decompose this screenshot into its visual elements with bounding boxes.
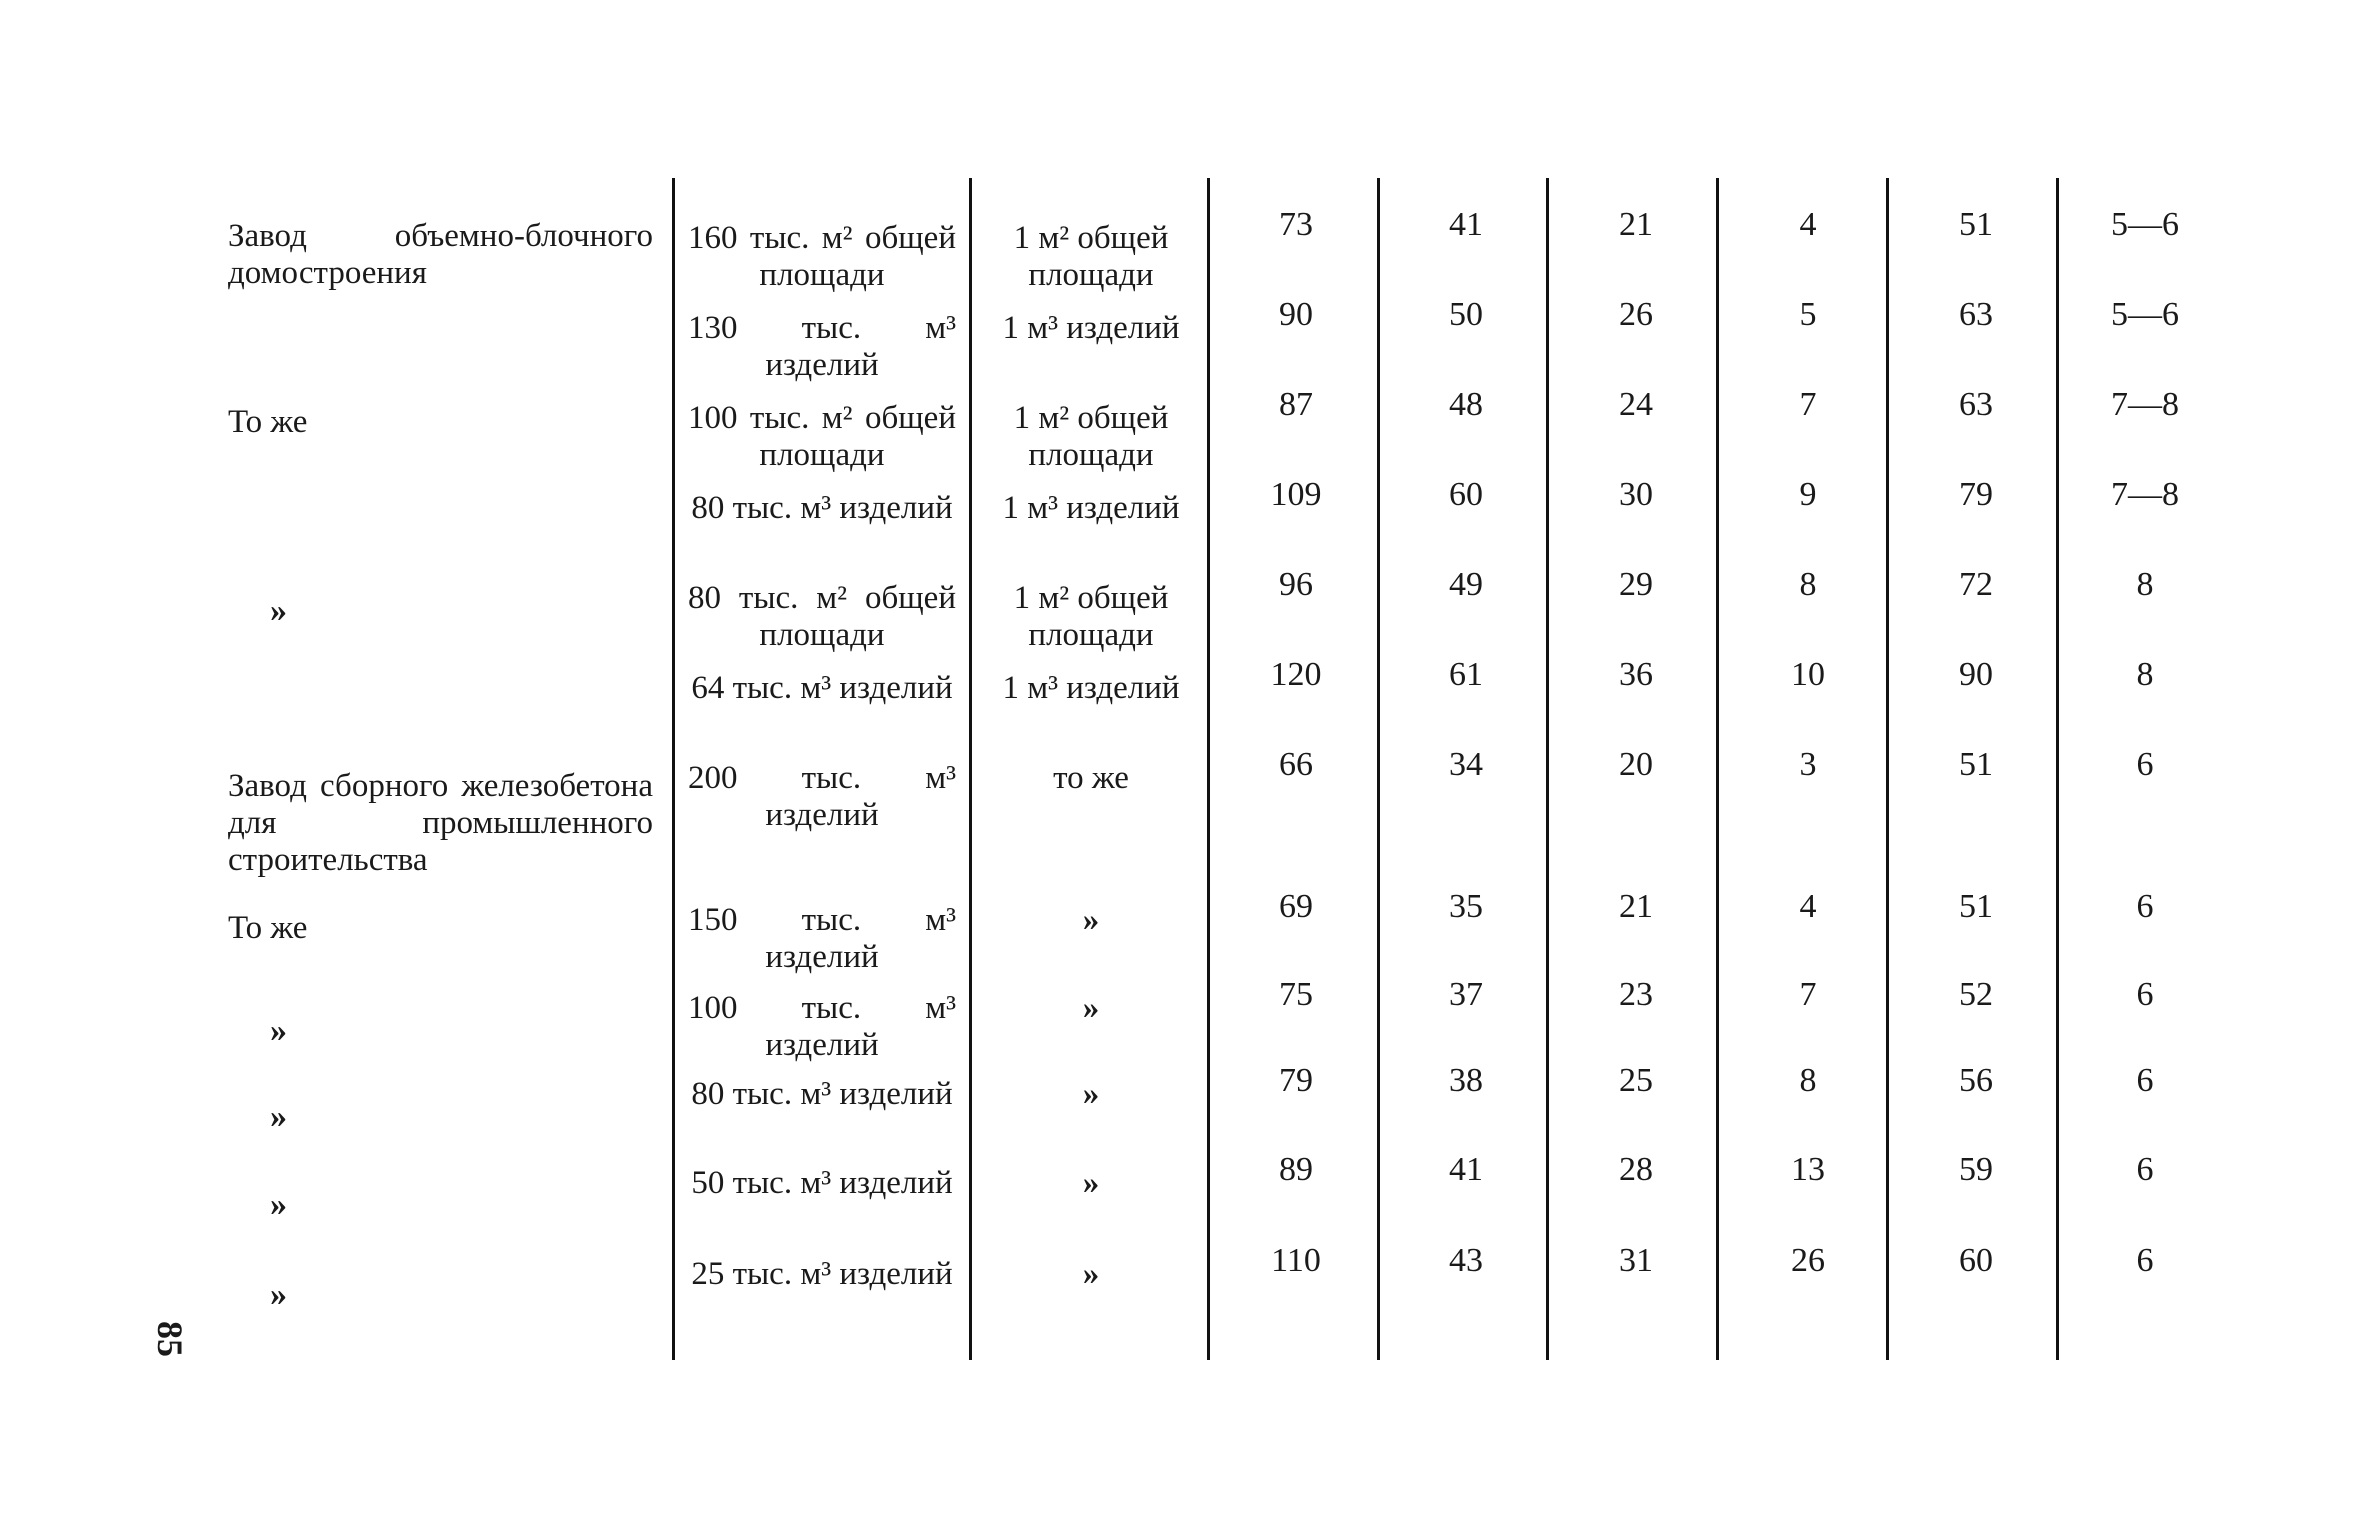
- row-value: 72: [1959, 566, 1993, 603]
- row-value: 6: [2136, 888, 2154, 925]
- table-column-rule: [672, 178, 675, 1360]
- row-name: »: [270, 1276, 287, 1313]
- row-capacity: 100 тыс. м³ изделий: [688, 990, 956, 1063]
- row-value: 60: [1449, 476, 1483, 513]
- row-value: 8: [1799, 566, 1817, 603]
- row-unit: 1 м³ изделий: [1002, 490, 1180, 526]
- row-value: 6: [2136, 976, 2154, 1013]
- row-value: 8: [1799, 1062, 1817, 1099]
- row-value: 28: [1619, 1151, 1653, 1188]
- row-value: 6: [2136, 1151, 2154, 1188]
- row-value: 26: [1791, 1242, 1825, 1279]
- row-value: 89: [1279, 1151, 1313, 1188]
- table-column-rule: [1377, 178, 1380, 1360]
- row-value: 30: [1619, 476, 1653, 513]
- row-capacity: 64 тыс. м³ изделий: [691, 670, 953, 706]
- row-capacity: 130 тыс. м³ изделий: [688, 310, 956, 383]
- row-name: Завод объемно-блочного домостроения: [228, 218, 653, 291]
- row-capacity: 80 тыс. м³ изделий: [691, 1076, 953, 1112]
- row-value: 51: [1959, 746, 1993, 783]
- table-column-rule: [969, 178, 972, 1360]
- row-value: 4: [1799, 206, 1817, 243]
- row-value: 6: [2136, 746, 2154, 783]
- row-value: 63: [1959, 386, 1993, 423]
- row-value: 29: [1619, 566, 1653, 603]
- row-value: 8: [2136, 656, 2154, 693]
- row-value: 41: [1449, 206, 1483, 243]
- row-value: 7—8: [2111, 386, 2179, 423]
- row-value: 23: [1619, 976, 1653, 1013]
- table-column-rule: [1207, 178, 1210, 1360]
- row-value: 7: [1799, 386, 1817, 423]
- row-value: 50: [1449, 296, 1483, 333]
- row-value: 120: [1270, 656, 1322, 693]
- row-value: 35: [1449, 888, 1483, 925]
- row-value: 79: [1279, 1062, 1313, 1099]
- row-value: 20: [1619, 746, 1653, 783]
- row-value: 5—6: [2111, 296, 2179, 333]
- row-unit: »: [1082, 1076, 1100, 1112]
- row-unit: »: [1082, 1256, 1100, 1292]
- row-name: »: [270, 1186, 287, 1223]
- table-column-rule: [1716, 178, 1719, 1360]
- row-value: 90: [1279, 296, 1313, 333]
- row-name: »: [270, 1012, 287, 1049]
- row-value: 25: [1619, 1062, 1653, 1099]
- row-unit: »: [1082, 990, 1100, 1026]
- row-name: »: [270, 592, 287, 629]
- row-value: 49: [1449, 566, 1483, 603]
- row-value: 51: [1959, 206, 1993, 243]
- row-value: 43: [1449, 1242, 1483, 1279]
- row-unit: »: [1082, 1165, 1100, 1201]
- row-value: 24: [1619, 386, 1653, 423]
- row-value: 21: [1619, 888, 1653, 925]
- table-column-rule: [1886, 178, 1889, 1360]
- row-unit: 1 м² общей площади: [1013, 220, 1169, 293]
- row-value: 9: [1799, 476, 1817, 513]
- row-value: 60: [1959, 1242, 1993, 1279]
- row-value: 56: [1959, 1062, 1993, 1099]
- row-value: 4: [1799, 888, 1817, 925]
- row-value: 8: [2136, 566, 2154, 603]
- row-value: 90: [1959, 656, 1993, 693]
- row-unit: 1 м³ изделий: [1002, 670, 1180, 706]
- row-value: 3: [1799, 746, 1817, 783]
- row-value: 37: [1449, 976, 1483, 1013]
- row-capacity: 80 тыс. м² общей площади: [688, 580, 956, 653]
- row-value: 10: [1791, 656, 1825, 693]
- table-column-rule: [1546, 178, 1549, 1360]
- row-value: 52: [1959, 976, 1993, 1013]
- row-name: »: [270, 1098, 287, 1135]
- row-capacity: 50 тыс. м³ изделий: [691, 1165, 953, 1201]
- table-column-rule: [2056, 178, 2059, 1360]
- row-capacity: 160 тыс. м² общей площади: [688, 220, 956, 293]
- row-value: 6: [2136, 1242, 2154, 1279]
- row-unit: 1 м² общей площади: [1013, 400, 1169, 473]
- row-capacity: 200 тыс. м³ изделий: [688, 760, 956, 833]
- row-value: 31: [1619, 1242, 1653, 1279]
- row-value: 75: [1279, 976, 1313, 1013]
- row-value: 69: [1279, 888, 1313, 925]
- row-value: 66: [1279, 746, 1313, 783]
- row-capacity: 80 тыс. м³ изделий: [691, 490, 953, 526]
- row-value: 7: [1799, 976, 1817, 1013]
- row-name: Завод сборного железобетона для промышленного строительства: [228, 768, 653, 878]
- row-unit: то же: [1053, 760, 1129, 796]
- row-value: 26: [1619, 296, 1653, 333]
- row-unit: 1 м² общей площади: [1013, 580, 1169, 653]
- row-value: 21: [1619, 206, 1653, 243]
- row-value: 7—8: [2111, 476, 2179, 513]
- row-unit: »: [1082, 902, 1100, 938]
- row-value: 109: [1270, 476, 1322, 513]
- row-unit: 1 м³ изделий: [1002, 310, 1180, 346]
- row-value: 13: [1791, 1151, 1825, 1188]
- row-value: 6: [2136, 1062, 2154, 1099]
- row-capacity: 100 тыс. м² общей площади: [688, 400, 956, 473]
- row-value: 110: [1271, 1242, 1321, 1279]
- row-value: 48: [1449, 386, 1483, 423]
- row-value: 5—6: [2111, 206, 2179, 243]
- row-value: 36: [1619, 656, 1653, 693]
- row-value: 79: [1959, 476, 1993, 513]
- row-value: 38: [1449, 1062, 1483, 1099]
- row-value: 51: [1959, 888, 1993, 925]
- row-capacity: 150 тыс. м³ изделий: [688, 902, 956, 975]
- row-capacity: 25 тыс. м³ изделий: [691, 1256, 953, 1292]
- row-value: 5: [1799, 296, 1817, 333]
- row-value: 61: [1449, 656, 1483, 693]
- page-number: 85: [150, 1321, 190, 1357]
- row-value: 41: [1449, 1151, 1483, 1188]
- row-name: То же: [228, 404, 308, 440]
- row-value: 34: [1449, 746, 1483, 783]
- row-value: 59: [1959, 1151, 1993, 1188]
- row-name: То же: [228, 910, 308, 946]
- row-value: 96: [1279, 566, 1313, 603]
- row-value: 87: [1279, 386, 1313, 423]
- row-value: 63: [1959, 296, 1993, 333]
- row-value: 73: [1279, 206, 1313, 243]
